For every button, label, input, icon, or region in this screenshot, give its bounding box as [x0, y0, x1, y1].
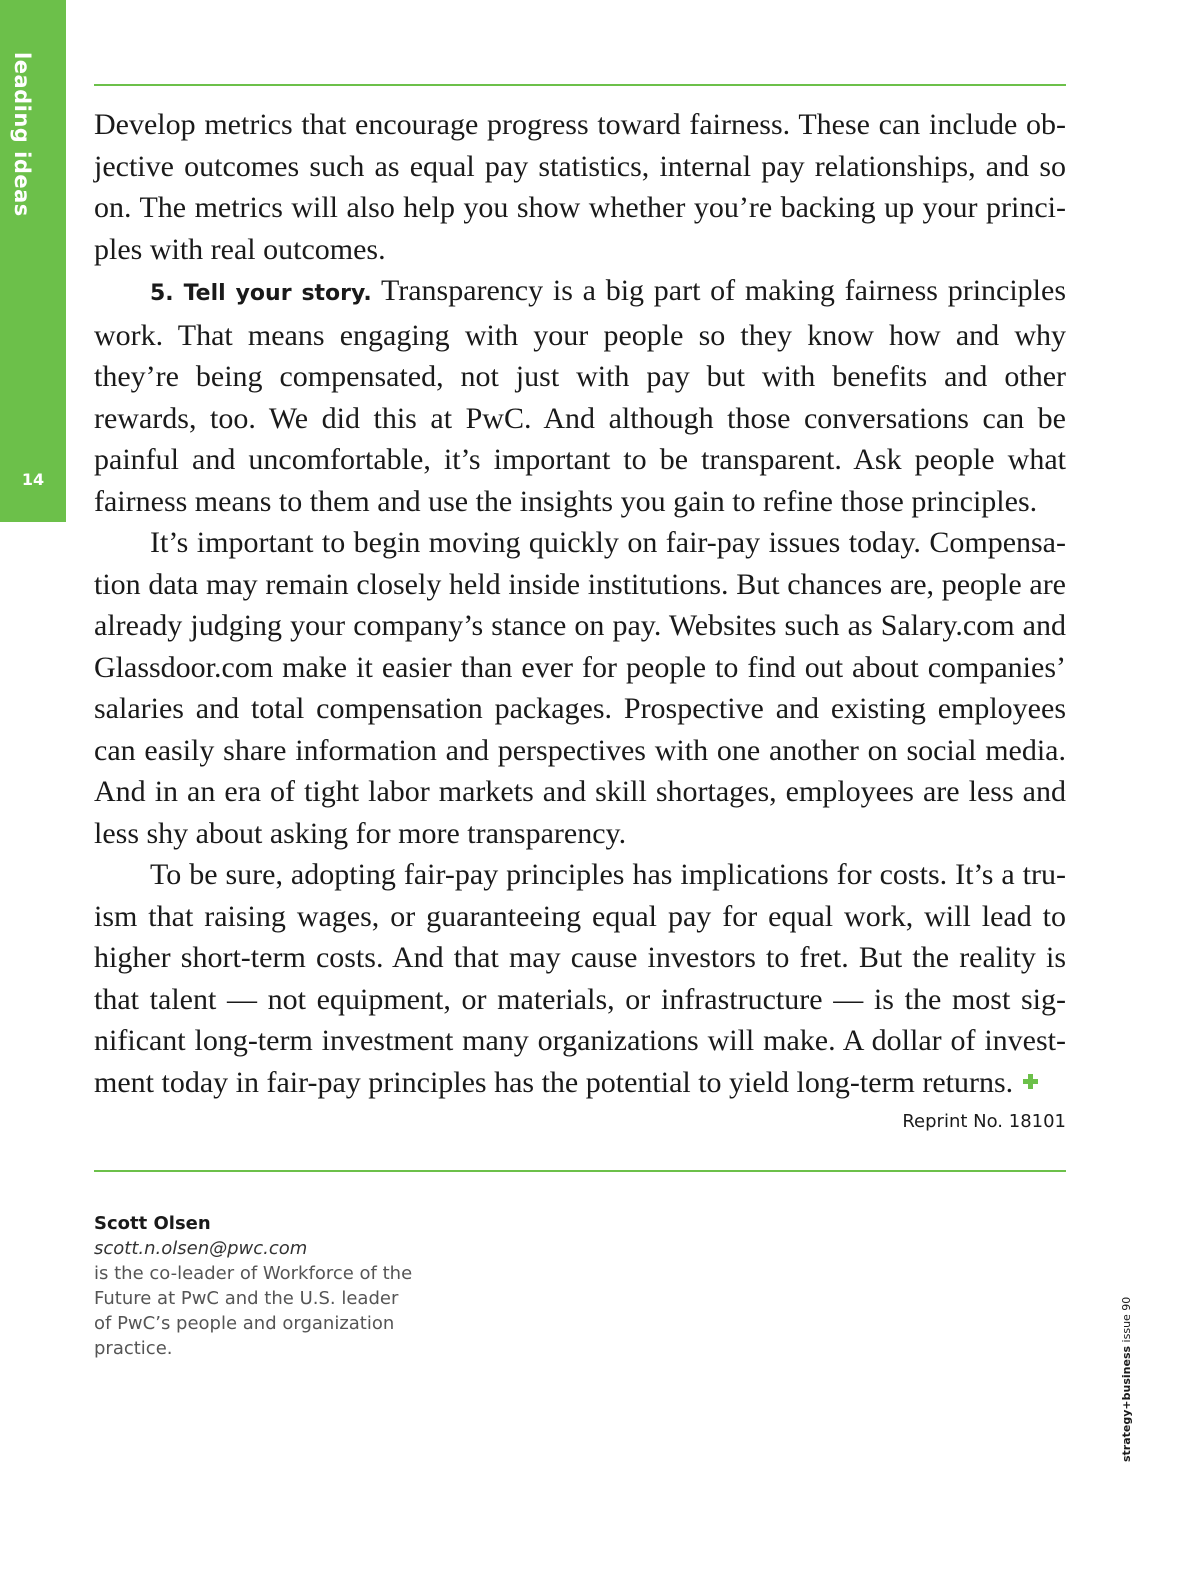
article-body: [94, 104, 1066, 1103]
paragraph-fair-pay-today: It’s important to begin moving quickly on fair-pay issues today. Compensation data may remain closely held inside institutions. But chances are, people are already judging your company’s stance on pay. Websites such as Salary.com and Glassdoor.com make it easier than ever for people to find out about companies’ salaries and total compensation packages. Prospective and existing employees can easily share information and perspectives with one another on social media. And in an era of tight labor markets and skill shortages, employees are less and less shy about asking for more transparency.: [94, 526, 1066, 850]
reprint-number: Reprint No. 18101: [902, 1111, 1066, 1132]
run-in-heading: 5. Tell your story.: [150, 281, 372, 306]
publication-name: strategy+business: [1120, 1345, 1133, 1462]
publication-footer: [1120, 1297, 1133, 1462]
bottom-divider: [94, 1170, 1066, 1172]
paragraph-body: Transparency is a big part of making fairness principles work. That means engaging with your people so they know how and why they’re being compensated, not just with pay but with benefits and other rewards, too. We did this at PwC. And although those conversations can be painful and uncomfortable, it’s important to be transparent. Ask people what fairness means to them and use the insights you gain to refine those principles.: [94, 274, 1067, 518]
author-name: Scott Olsen: [94, 1213, 211, 1234]
paragraph-body: To be sure, adopting fair-pay principles has implications for costs. It’s a truism that raising wages, or guaranteeing equal pay for equal work, will lead to higher short-term costs. And that may cause investors to fret. But the reality is that talent — not equipment, or materials, or infrastructure — is the most significant long-term investment many organizations will make. A dollar of investment today in fair-pay principles has the potential to yield long-term returns.: [94, 858, 1066, 1099]
paragraph-tell-your-story: [94, 270, 1066, 522]
author-description: is the co-leader of Workforce of the Future at PwC and the U.S. leader of PwC’s people and organization practice.: [94, 1263, 413, 1359]
author-email: scott.n.olsen@pwc.com: [94, 1238, 308, 1259]
section-label: leading ideas: [10, 52, 34, 217]
author-bio: [94, 1211, 414, 1361]
issue-number: issue 90: [1120, 1296, 1133, 1343]
plus-icon: [1023, 1074, 1038, 1089]
top-divider: [94, 84, 1066, 86]
section-tab: [0, 0, 66, 522]
paragraph-costs: [94, 854, 1066, 1103]
paragraph-metrics: Develop metrics that encourage progress toward fairness. These can include objective outcomes such as equal pay statistics, internal pay relationships, and so on. The metrics will also help you show whether you’re backing up your principles with real outcomes.: [94, 108, 1066, 266]
page-number: 14: [21, 470, 45, 489]
